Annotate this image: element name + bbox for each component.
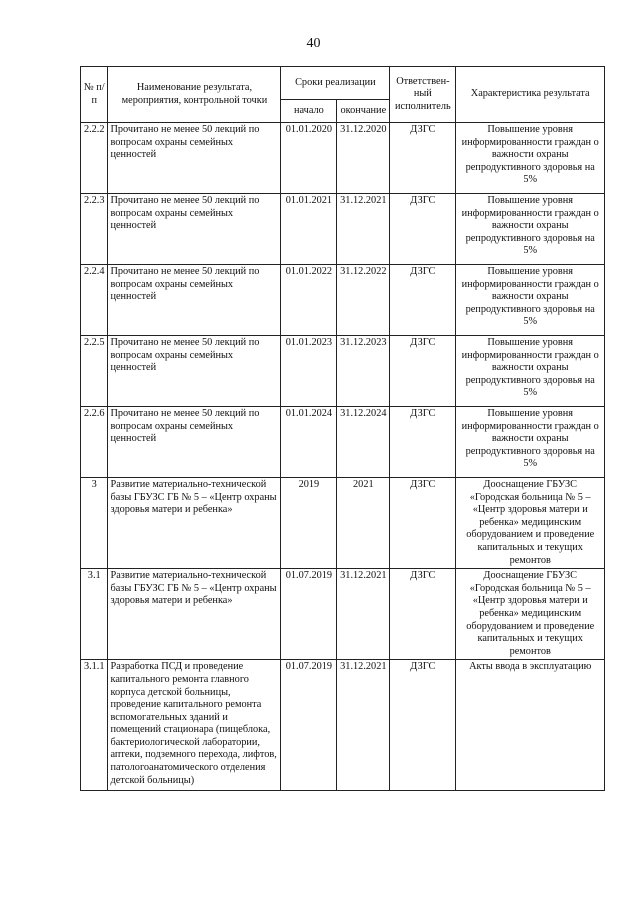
table-row [81,478,605,569]
row-end: 31.12.2020 [337,123,390,194]
row-end: 31.12.2023 [337,336,390,407]
header-period: Сроки реализации [281,67,390,100]
row-number: 3.1.1 [81,660,108,791]
row-name: Прочитано не менее 50 лекций по вопросам охраны семейных ценностей [108,407,281,478]
row-name: Развитие материально-технической базы ГБУЗС ГБ № 5 – «Центр охраны здоровья матери и ребенка» [108,569,281,660]
row-name: Разработка ПСД и проведение капитального ремонта главного корпуса детской больницы, проведение капитального ремонта вспомогательных зданий и помещений стационара (пищеблока, бактериологической лаборатории, аптеки, подземного перехода, лифтов, патологоанатомического отделения детской больницы) [108,660,281,791]
row-number: 3 [81,478,108,569]
row-result: Повышение уровня информированности граждан о важности охраны репродуктивного здоровья на 5% [456,407,605,478]
row-start: 01.01.2021 [281,194,337,265]
header-result: Характеристика результата [456,67,605,123]
row-result: Акты ввода в эксплуатацию [456,660,605,791]
row-responsible: ДЗГС [390,660,456,791]
row-end: 31.12.2021 [337,569,390,660]
row-responsible: ДЗГС [390,336,456,407]
row-result: Повышение уровня информированности граждан о важности охраны репродуктивного здоровья на 5% [456,336,605,407]
row-start: 01.01.2024 [281,407,337,478]
row-responsible: ДЗГС [390,407,456,478]
row-end: 31.12.2024 [337,407,390,478]
header-name: Наименование результата, мероприятия, контрольной точки [108,67,281,123]
implementation-plan-table [80,66,605,791]
row-responsible: ДЗГС [390,569,456,660]
row-responsible: ДЗГС [390,265,456,336]
table-row [81,569,605,660]
row-number: 2.2.5 [81,336,108,407]
row-result: Дооснащение ГБУЗС «Городская больница № 5 – «Центр здоровья матери и ребенка» медицинским оборудованием и проведение капитальных и текущих ремонтов [456,569,605,660]
row-number: 3.1 [81,569,108,660]
table-row [81,194,605,265]
row-number: 2.2.3 [81,194,108,265]
row-name: Прочитано не менее 50 лекций по вопросам охраны семейных ценностей [108,336,281,407]
row-end: 31.12.2021 [337,660,390,791]
row-start: 01.01.2020 [281,123,337,194]
table-row [81,660,605,791]
row-responsible: ДЗГС [390,123,456,194]
row-end: 31.12.2022 [337,265,390,336]
header-end: окончание [337,100,390,123]
row-result: Повышение уровня информированности граждан о важности охраны репродуктивного здоровья на 5% [456,123,605,194]
row-result: Дооснащение ГБУЗС «Городская больница № 5 – «Центр здоровья матери и ребенка» медицинским оборудованием и проведение капитальных и текущих ремонтов [456,478,605,569]
row-start: 01.01.2022 [281,265,337,336]
row-name: Развитие материально-технической базы ГБУЗС ГБ № 5 – «Центр охраны здоровья матери и ребенка» [108,478,281,569]
page-number: 40 [306,36,321,51]
row-result: Повышение уровня информированности граждан о важности охраны репродуктивного здоровья на 5% [456,194,605,265]
header-responsible: Ответствен-ный исполнитель [390,67,456,123]
row-end: 2021 [337,478,390,569]
table-row [81,123,605,194]
row-responsible: ДЗГС [390,478,456,569]
table-row [81,265,605,336]
row-start: 01.07.2019 [281,569,337,660]
row-start: 2019 [281,478,337,569]
header-start: начало [281,100,337,123]
table-row [81,336,605,407]
row-start: 01.07.2019 [281,660,337,791]
row-result: Повышение уровня информированности граждан о важности охраны репродуктивного здоровья на 5% [456,265,605,336]
table-row [81,407,605,478]
row-name: Прочитано не менее 50 лекций по вопросам охраны семейных ценностей [108,194,281,265]
row-responsible: ДЗГС [390,194,456,265]
header-number: № п/п [81,67,108,123]
row-number: 2.2.2 [81,123,108,194]
row-name: Прочитано не менее 50 лекций по вопросам охраны семейных ценностей [108,265,281,336]
row-end: 31.12.2021 [337,194,390,265]
row-number: 2.2.6 [81,407,108,478]
row-name: Прочитано не менее 50 лекций по вопросам охраны семейных ценностей [108,123,281,194]
row-start: 01.01.2023 [281,336,337,407]
row-number: 2.2.4 [81,265,108,336]
